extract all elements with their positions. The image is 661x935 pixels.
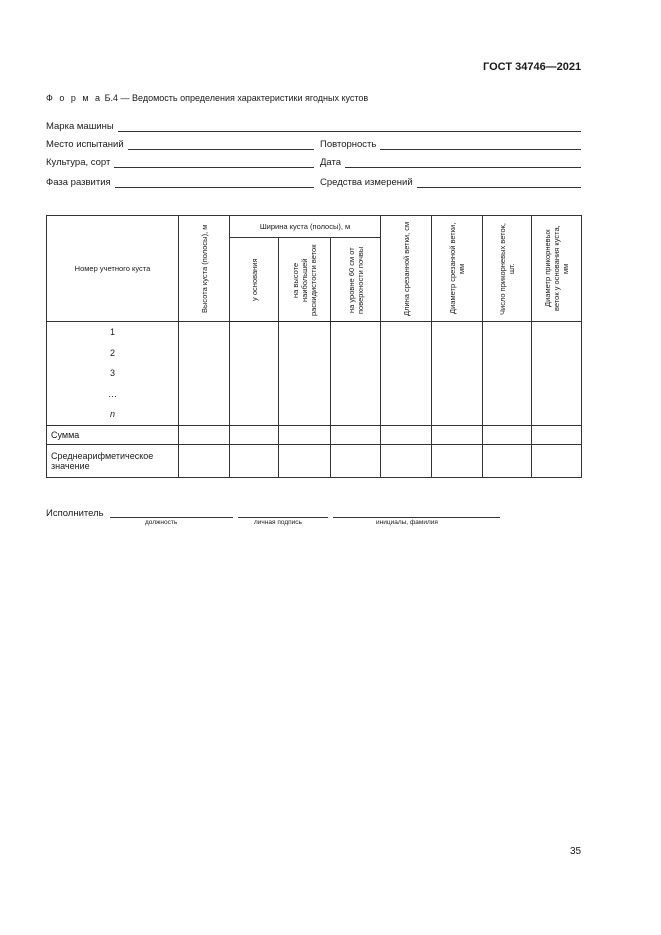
- position-line[interactable]: [110, 507, 233, 518]
- header-cut-branch-length: Длина срезанной ветки, см: [381, 216, 432, 322]
- header-height: Высота куста (полосы), м: [179, 216, 230, 322]
- field-repetition: [320, 138, 581, 150]
- data-cell[interactable]: [532, 444, 582, 477]
- header-cut-branch-diameter: Диаметр срезанной ветки, мм: [432, 216, 483, 322]
- data-cell[interactable]: [432, 322, 483, 426]
- field-blank[interactable]: [118, 120, 581, 132]
- name-caption: инициалы, фамилия: [376, 519, 438, 526]
- data-cell[interactable]: [483, 322, 532, 426]
- field-blank[interactable]: [114, 156, 314, 168]
- field-blank[interactable]: [345, 156, 581, 168]
- data-cell[interactable]: [279, 444, 331, 477]
- data-cell[interactable]: [179, 425, 230, 444]
- page-number: 35: [570, 846, 582, 857]
- bush-row-1: 1: [109, 327, 115, 337]
- field-crop-variety: [46, 156, 314, 168]
- field-label: Фаза развития: [46, 177, 111, 188]
- data-cell[interactable]: [532, 322, 582, 426]
- position-caption: должность: [145, 519, 178, 526]
- bush-row-ellipsis: …: [108, 388, 117, 399]
- data-cell[interactable]: [331, 322, 381, 426]
- header-width-group: Ширина куста (полосы), м: [230, 216, 381, 238]
- field-growth-phase: [46, 176, 314, 188]
- header-width-60: на уровне 60 см от поверхности почвы: [331, 238, 381, 322]
- field-label: Место испытаний: [46, 139, 124, 150]
- bush-row-n: n: [109, 409, 115, 419]
- data-cell[interactable]: [179, 444, 230, 477]
- field-blank[interactable]: [380, 138, 581, 150]
- executor-label: Исполнитель: [46, 508, 104, 519]
- data-cell[interactable]: [432, 444, 483, 477]
- field-blank[interactable]: [417, 176, 581, 188]
- header-width-max: на высоте наибольшей раскидистости веток: [279, 238, 331, 322]
- field-measuring-tools: [320, 176, 581, 188]
- field-label: Марка машины: [46, 121, 114, 132]
- data-cell[interactable]: [483, 444, 532, 477]
- form-title-text: — Ведомость определения характеристики ягодных кустов: [120, 93, 369, 103]
- data-cell[interactable]: [331, 444, 381, 477]
- data-cell[interactable]: [483, 425, 532, 444]
- bush-characteristics-table: [46, 215, 582, 478]
- header-root-shoots-count: Число прикорневых веток, шт.: [483, 216, 532, 322]
- bush-row-3: 3: [109, 368, 115, 378]
- field-label: Дата: [320, 157, 342, 168]
- data-cell[interactable]: [230, 425, 279, 444]
- field-blank[interactable]: [115, 176, 314, 188]
- header-root-shoots-diameter: Диаметр прикорневых веток у основания куста, мм: [532, 216, 582, 322]
- field-label: Культура, сорт: [46, 157, 111, 168]
- header-width-base: у основания: [230, 238, 279, 322]
- bush-row-2: 2: [109, 347, 115, 358]
- field-blank[interactable]: [128, 138, 314, 150]
- data-cell[interactable]: [230, 322, 279, 426]
- form-title: [46, 93, 368, 103]
- field-date: [320, 156, 581, 168]
- form-number: Б.4: [104, 93, 118, 103]
- signature-caption: личная подпись: [254, 519, 302, 526]
- data-cell[interactable]: [279, 425, 331, 444]
- data-cell[interactable]: [381, 322, 432, 426]
- form-prefix: Ф о р м а: [46, 93, 103, 103]
- field-test-site: [46, 138, 314, 150]
- signature-line[interactable]: [238, 507, 328, 518]
- data-cell[interactable]: [381, 444, 432, 477]
- name-line[interactable]: [333, 507, 500, 518]
- standard-number: ГОСТ 34746—2021: [483, 61, 582, 73]
- bush-number-cell: [47, 322, 179, 426]
- sum-label: Сумма: [47, 425, 179, 444]
- data-cell[interactable]: [381, 425, 432, 444]
- mean-label: Среднеарифметическое значение: [47, 444, 179, 477]
- data-cell[interactable]: [279, 322, 331, 426]
- field-machine-brand: [46, 120, 581, 132]
- data-cell[interactable]: [230, 444, 279, 477]
- field-label: Повторность: [320, 139, 377, 150]
- data-cell[interactable]: [532, 425, 582, 444]
- field-label: Средства измерений: [320, 177, 413, 188]
- data-cell[interactable]: [179, 322, 230, 426]
- header-bush-number: Номер учетного куста: [47, 216, 179, 322]
- data-cell[interactable]: [331, 425, 381, 444]
- data-cell[interactable]: [432, 425, 483, 444]
